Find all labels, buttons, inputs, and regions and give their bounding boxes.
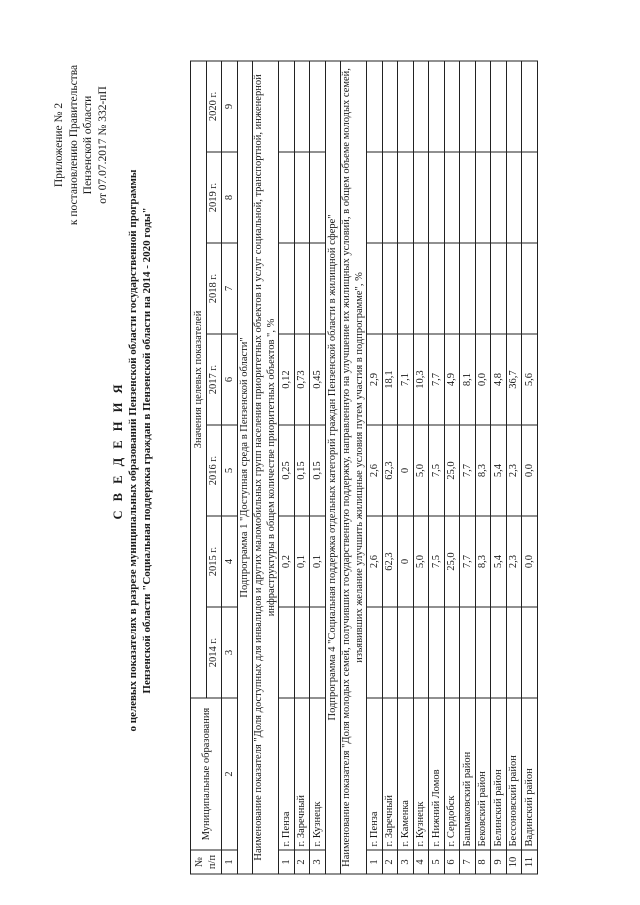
column-index-row bbox=[222, 61, 238, 874]
indicator-value: 0,0 bbox=[522, 425, 538, 516]
indicator-value bbox=[294, 243, 310, 334]
title-heading: С В Е Д Е Н И Я bbox=[111, 381, 125, 520]
row-number: 6 bbox=[444, 850, 460, 874]
indicator-value: 8,3 bbox=[475, 516, 491, 607]
indicator-value bbox=[491, 61, 507, 152]
indicator-value: 0,73 bbox=[294, 334, 310, 425]
row-number: 3 bbox=[398, 850, 414, 874]
indicator-value bbox=[491, 607, 507, 698]
indicator-name: Наименование показателя "Доля доступных для инвалидов и других маломобильных групп населения приоритетных объектов и услуг социальной, транспортной, инженерной инфраструктуры в общем количестве приоритетных объектов ", % bbox=[253, 61, 279, 874]
indicator-value bbox=[413, 243, 429, 334]
table-row bbox=[367, 61, 383, 874]
indicator-value bbox=[475, 607, 491, 698]
row-number: 7 bbox=[460, 850, 476, 874]
municipality-name: Вадинский район bbox=[522, 698, 538, 850]
indicator-value bbox=[398, 607, 414, 698]
table-row bbox=[444, 61, 460, 874]
header-values: Значения целевых показателей bbox=[191, 61, 207, 698]
column-index: 3 bbox=[222, 607, 238, 698]
indicator-value bbox=[294, 61, 310, 152]
section-title: Подпрограмма 1 "Доступная среда в Пензенской области" bbox=[237, 61, 253, 874]
table-row bbox=[475, 61, 491, 874]
header-year: 2015 г. bbox=[206, 516, 222, 607]
indicator-value bbox=[310, 152, 326, 243]
approval-block bbox=[52, 33, 110, 258]
indicator-value: 7,7 bbox=[429, 334, 445, 425]
indicator-value: 0,1 bbox=[310, 516, 326, 607]
indicator-value: 2,6 bbox=[367, 516, 383, 607]
title-line-1: о целевых показателях в разрезе муниципальных образований Пензенской области государственной программы bbox=[127, 169, 139, 732]
row-number: 1 bbox=[279, 850, 295, 874]
indicator-value bbox=[279, 152, 295, 243]
indicator-value bbox=[413, 607, 429, 698]
header-year: 2017 г. bbox=[206, 334, 222, 425]
indicator-value: 0,12 bbox=[279, 334, 295, 425]
header-year: 2020 г. bbox=[206, 61, 222, 152]
indicator-value: 25,0 bbox=[444, 516, 460, 607]
table-row bbox=[522, 61, 538, 874]
column-index: 2 bbox=[222, 698, 238, 850]
indicator-value: 7,5 bbox=[429, 425, 445, 516]
table-row bbox=[279, 61, 295, 874]
table-row bbox=[506, 61, 522, 874]
column-index: 6 bbox=[222, 334, 238, 425]
indicator-value: 18,1 bbox=[382, 334, 398, 425]
header-year: 2018 г. bbox=[206, 243, 222, 334]
indicator-value: 2,9 bbox=[367, 334, 383, 425]
table-row bbox=[398, 61, 414, 874]
indicator-value bbox=[413, 152, 429, 243]
column-index: 9 bbox=[222, 61, 238, 152]
indicator-value bbox=[294, 152, 310, 243]
indicator-value bbox=[506, 152, 522, 243]
municipality-name: г. Нижний Ломов bbox=[429, 698, 445, 850]
row-number: 2 bbox=[382, 850, 398, 874]
indicator-value: 2,3 bbox=[506, 516, 522, 607]
table-row bbox=[429, 61, 445, 874]
row-number: 11 bbox=[522, 850, 538, 874]
municipality-name: г. Каменка bbox=[398, 698, 414, 850]
indicator-value bbox=[522, 61, 538, 152]
municipality-name: г. Кузнецк bbox=[310, 698, 326, 850]
indicator-value: 0,15 bbox=[310, 425, 326, 516]
row-number: 9 bbox=[491, 850, 507, 874]
indicator-value bbox=[367, 61, 383, 152]
indicator-value bbox=[460, 61, 476, 152]
title-line-2: Пензенской области "Социальная поддержка граждан в Пензенской области на 2014 - 2020 годы" bbox=[140, 207, 153, 694]
indicator-value: 36,7 bbox=[506, 334, 522, 425]
approval-date-number: от 07.07.2017 № 332-пП bbox=[96, 86, 109, 204]
municipality-name: Башмаковский район bbox=[460, 698, 476, 850]
municipality-name: г. Пенза bbox=[367, 698, 383, 850]
header-number: № п/п bbox=[191, 850, 222, 874]
row-number: 10 bbox=[506, 850, 522, 874]
indicator-name: Наименование показателя "Доля молодых семей, получивших государственную поддержку, направленную на улучшение их жилищных условий, в общем объеме молодых семей, изъявивших желание улучшить жилищные условия путем участия в подпрограмме", % bbox=[341, 61, 367, 874]
indicator-value bbox=[310, 243, 326, 334]
indicator-value: 8,1 bbox=[460, 334, 476, 425]
indicator-value bbox=[382, 152, 398, 243]
indicator-value: 5,0 bbox=[413, 425, 429, 516]
indicator-value bbox=[475, 152, 491, 243]
table-body bbox=[222, 61, 538, 874]
indicator-value bbox=[382, 61, 398, 152]
indicator-value: 62,3 bbox=[382, 425, 398, 516]
indicator-value: 0 bbox=[398, 425, 414, 516]
municipality-name: г. Кузнецк bbox=[413, 698, 429, 850]
indicator-value bbox=[310, 607, 326, 698]
table-row bbox=[294, 61, 310, 874]
indicator-value bbox=[279, 61, 295, 152]
indicator-value bbox=[398, 243, 414, 334]
column-index: 8 bbox=[222, 152, 238, 243]
indicator-value bbox=[506, 243, 522, 334]
indicators-table bbox=[190, 60, 538, 874]
row-number: 8 bbox=[475, 850, 491, 874]
indicator-value: 4,8 bbox=[491, 334, 507, 425]
indicator-value bbox=[444, 607, 460, 698]
table-row bbox=[491, 61, 507, 874]
indicator-value bbox=[413, 61, 429, 152]
indicator-value: 4,9 bbox=[444, 334, 460, 425]
municipality-name: г. Заречный bbox=[382, 698, 398, 850]
column-index: 4 bbox=[222, 516, 238, 607]
indicator-value: 2,6 bbox=[367, 425, 383, 516]
indicator-value: 5,4 bbox=[491, 425, 507, 516]
column-index: 7 bbox=[222, 243, 238, 334]
indicator-value bbox=[444, 61, 460, 152]
indicator-value bbox=[279, 243, 295, 334]
header-year: 2016 г. bbox=[206, 425, 222, 516]
approval-region: Пензенской области bbox=[82, 95, 94, 195]
table-row bbox=[460, 61, 476, 874]
indicator-value bbox=[429, 607, 445, 698]
header-municipality: Муниципальные образования bbox=[191, 698, 222, 850]
indicator-value: 7,7 bbox=[460, 516, 476, 607]
municipality-name: Белинский район bbox=[491, 698, 507, 850]
indicator-value bbox=[506, 607, 522, 698]
indicator-value bbox=[398, 61, 414, 152]
indicator-value bbox=[429, 243, 445, 334]
indicator-value bbox=[444, 152, 460, 243]
indicator-value bbox=[491, 152, 507, 243]
indicator-value bbox=[429, 152, 445, 243]
indicator-value bbox=[475, 61, 491, 152]
column-index: 5 bbox=[222, 425, 238, 516]
appendix-number: Приложение № 2 bbox=[53, 102, 65, 188]
indicator-value bbox=[522, 607, 538, 698]
indicator-value bbox=[444, 243, 460, 334]
indicator-value: 0,25 bbox=[279, 425, 295, 516]
indicator-value: 7,5 bbox=[429, 516, 445, 607]
table-row bbox=[310, 61, 326, 874]
indicator-row bbox=[341, 61, 367, 874]
indicator-value: 2,3 bbox=[506, 425, 522, 516]
indicator-value bbox=[382, 243, 398, 334]
indicator-value bbox=[491, 243, 507, 334]
approval-reference: к постановлению Правительства bbox=[67, 64, 80, 226]
column-index: 1 bbox=[222, 850, 238, 874]
indicator-value: 5,6 bbox=[522, 334, 538, 425]
section-title: Подпрограмма 4 "Социальная поддержка отдельных категорий граждан Пензенской области в жилищной сфере" bbox=[325, 61, 341, 874]
indicator-value bbox=[367, 152, 383, 243]
indicator-value: 62,3 bbox=[382, 516, 398, 607]
section-title-row bbox=[237, 61, 253, 874]
indicator-value: 5,4 bbox=[491, 516, 507, 607]
indicator-value bbox=[382, 607, 398, 698]
indicator-value: 0,15 bbox=[294, 425, 310, 516]
indicator-value bbox=[475, 243, 491, 334]
indicator-value bbox=[460, 152, 476, 243]
row-number: 5 bbox=[429, 850, 445, 874]
header-row-1 bbox=[191, 61, 207, 874]
indicator-value bbox=[279, 607, 295, 698]
indicator-value bbox=[429, 61, 445, 152]
indicator-value: 0,1 bbox=[294, 516, 310, 607]
indicator-value: 0 bbox=[398, 516, 414, 607]
header-year: 2019 г. bbox=[206, 152, 222, 243]
table-row bbox=[382, 61, 398, 874]
municipality-name: г. Заречный bbox=[294, 698, 310, 850]
indicator-row bbox=[253, 61, 279, 874]
municipality-name: г. Пенза bbox=[279, 698, 295, 850]
indicator-value: 8,3 bbox=[475, 425, 491, 516]
header-year: 2014 г. bbox=[206, 607, 222, 698]
indicator-value: 0,0 bbox=[475, 334, 491, 425]
document-title bbox=[110, 91, 154, 811]
indicator-value: 0,2 bbox=[279, 516, 295, 607]
indicator-value bbox=[367, 243, 383, 334]
row-number: 4 bbox=[413, 850, 429, 874]
row-number: 3 bbox=[310, 850, 326, 874]
indicator-value: 5,0 bbox=[413, 516, 429, 607]
indicator-value: 7,7 bbox=[460, 425, 476, 516]
table-row bbox=[413, 61, 429, 874]
row-number: 1 bbox=[367, 850, 383, 874]
municipality-name: Бековский район bbox=[475, 698, 491, 850]
indicator-value bbox=[506, 61, 522, 152]
indicator-value bbox=[294, 607, 310, 698]
indicator-value bbox=[522, 243, 538, 334]
indicator-value bbox=[367, 607, 383, 698]
indicator-value bbox=[460, 607, 476, 698]
indicator-value: 0,0 bbox=[522, 516, 538, 607]
indicator-value: 25,0 bbox=[444, 425, 460, 516]
indicator-value bbox=[310, 61, 326, 152]
indicator-value bbox=[460, 243, 476, 334]
section-title-row bbox=[325, 61, 341, 874]
municipality-name: Бессоновский район bbox=[506, 698, 522, 850]
indicator-value bbox=[398, 152, 414, 243]
indicator-value: 7,1 bbox=[398, 334, 414, 425]
indicator-value bbox=[522, 152, 538, 243]
indicator-value: 0,45 bbox=[310, 334, 326, 425]
row-number: 2 bbox=[294, 850, 310, 874]
indicator-value: 10,3 bbox=[413, 334, 429, 425]
municipality-name: г. Сердобск bbox=[444, 698, 460, 850]
